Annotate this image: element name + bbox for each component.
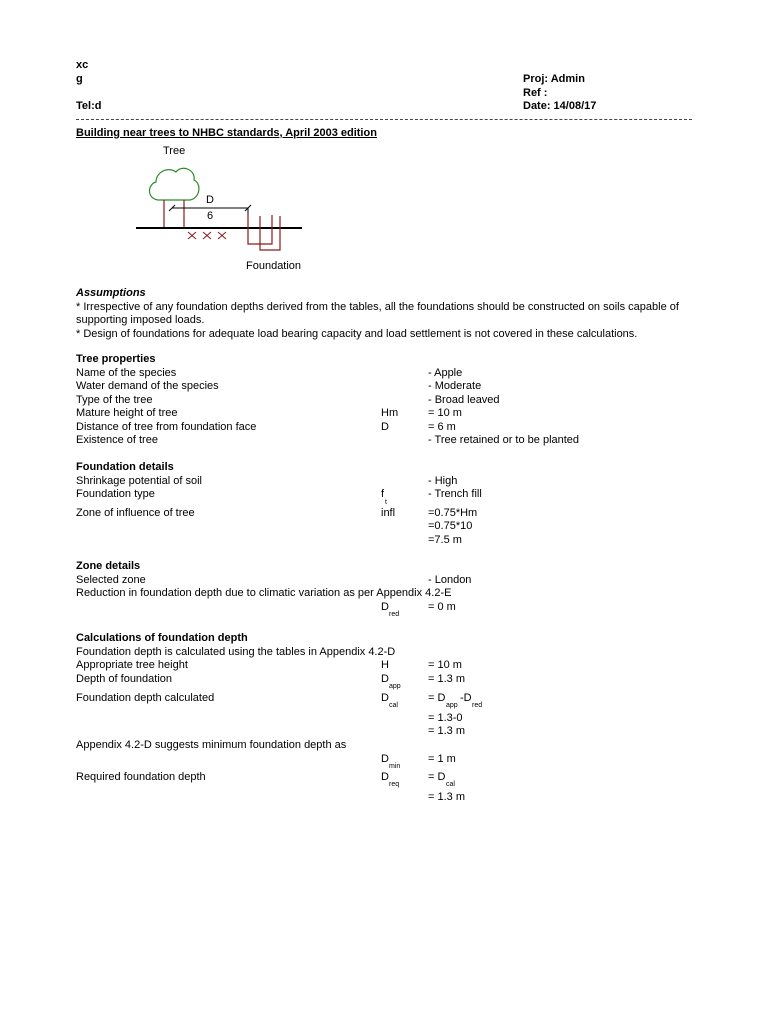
date: Date: 14/08/17 <box>523 100 597 112</box>
assumption-item: * Irrespective of any foundation depths derived from the tables, all the foundations should be constructed on soils capable of <box>76 301 679 313</box>
project-name: Proj: Admin <box>523 73 585 85</box>
tree-property-label: Mature height of tree <box>76 407 178 419</box>
reduction-label: Reduction in foundation depth due to climatic variation as per Appendix 4.2-E <box>76 587 452 599</box>
tree-height-value: = 10 m <box>428 659 462 671</box>
tree-label: Tree <box>163 145 186 157</box>
dimension-d-label: D <box>206 194 214 206</box>
tree-property-value: - Apple <box>428 367 463 379</box>
zone-influence-label: Zone of influence of tree <box>76 507 195 519</box>
document-title: Building near trees to NHBC standards, April 2003 edition <box>76 127 377 139</box>
required-formula: = D <box>428 771 446 783</box>
calculations-heading: Calculations of foundation depth <box>76 632 248 644</box>
tree-property-value: - Broad leaved <box>428 394 500 406</box>
appendix-note: Appendix 4.2-D suggests minimum foundation depth as <box>76 739 347 751</box>
required-depth-symbol-sub: req <box>389 781 400 788</box>
calc-formula-minus: -D <box>460 692 472 704</box>
company-line-1: xc <box>76 59 89 71</box>
depth-symbol: D <box>381 673 389 685</box>
zone-details-heading: Zone details <box>76 560 141 572</box>
reduction-symbol-sub: red <box>389 611 400 618</box>
min-depth-value: = 1 m <box>428 753 456 765</box>
company-line-2: g <box>76 73 83 85</box>
tree-property-value: - Tree retained or to be planted <box>428 434 580 446</box>
tree-property-value: = 6 m <box>428 421 456 433</box>
reduction-value: = 0 m <box>428 601 456 613</box>
company-tel: Tel:d <box>76 100 102 112</box>
tree-property-symbol: Hm <box>381 407 399 419</box>
zone-influence-symbol: infl <box>381 507 396 519</box>
min-depth-symbol: D <box>381 753 389 765</box>
tree-property-label: Existence of tree <box>76 434 158 446</box>
foundation-type-value: - Trench fill <box>428 488 482 500</box>
foundation-type-label: Foundation type <box>76 488 155 500</box>
tree-property-value: - Moderate <box>428 380 482 392</box>
zone-influence-value: =7.5 m <box>428 534 462 546</box>
calc-depth-symbol-sub: cal <box>389 702 398 709</box>
reduction-symbol: D <box>381 601 389 613</box>
reference: Ref : <box>523 87 548 99</box>
zone-influence-value: =0.75*Hm <box>428 507 478 519</box>
tree-property-label: Name of the species <box>76 367 177 379</box>
tree-property-label: Distance of tree from foundation face <box>76 421 257 433</box>
required-depth-label: Required foundation depth <box>76 771 206 783</box>
roots-icon <box>188 232 226 239</box>
tree-property-value: = 10 m <box>428 407 462 419</box>
foundation-label: Foundation <box>246 260 302 272</box>
shrinkage-value: - High <box>428 475 458 487</box>
depth-symbol-sub: app <box>389 683 401 690</box>
zone-influence-value: =0.75*10 <box>428 520 473 532</box>
header-divider <box>76 119 692 120</box>
tree-canopy-icon <box>150 168 199 200</box>
tree-properties-heading: Tree properties <box>76 353 156 365</box>
assumption-item: supporting imposed loads. <box>76 314 205 326</box>
tree-property-symbol: D <box>381 421 389 433</box>
tree-height-label: Appropriate tree height <box>76 659 188 671</box>
depth-value: = 1.3 m <box>428 673 465 685</box>
required-depth-symbol: D <box>381 771 389 783</box>
min-depth-symbol-sub: min <box>389 763 401 770</box>
foundation-type-symbol: f <box>381 488 385 500</box>
depth-label: Depth of foundation <box>76 673 173 685</box>
calc-formula-sub-app: app <box>446 702 458 709</box>
assumption-item: * Design of foundations for adequate load bearing capacity and load settlement is not covered in these calculations. <box>76 328 638 340</box>
foundation-details-heading: Foundation details <box>76 461 174 473</box>
tree-foundation-diagram <box>130 140 310 275</box>
calc-line-2: = 1.3-0 <box>428 712 463 724</box>
selected-zone-value: - London <box>428 574 472 586</box>
calc-line-3: = 1.3 m <box>428 725 465 737</box>
required-formula-sub: cal <box>446 781 455 788</box>
dimension-value: 6 <box>207 210 214 222</box>
calc-formula-start: = D <box>428 692 446 704</box>
assumptions-heading: Assumptions <box>76 287 146 299</box>
required-depth-value: = 1.3 m <box>428 791 465 803</box>
tree-height-symbol: H <box>381 659 389 671</box>
calc-depth-label: Foundation depth calculated <box>76 692 215 704</box>
tree-property-label: Type of the tree <box>76 394 153 406</box>
shrinkage-label: Shrinkage potential of soil <box>76 475 202 487</box>
selected-zone-label: Selected zone <box>76 574 146 586</box>
foundation-type-symbol-sub: t <box>385 499 387 506</box>
calc-depth-symbol: D <box>381 692 389 704</box>
foundation-trench-icon <box>260 216 280 250</box>
calculations-intro: Foundation depth is calculated using the tables in Appendix 4.2-D <box>76 646 396 658</box>
tree-property-label: Water demand of the species <box>76 380 219 392</box>
calc-formula-sub-red: red <box>472 702 483 709</box>
